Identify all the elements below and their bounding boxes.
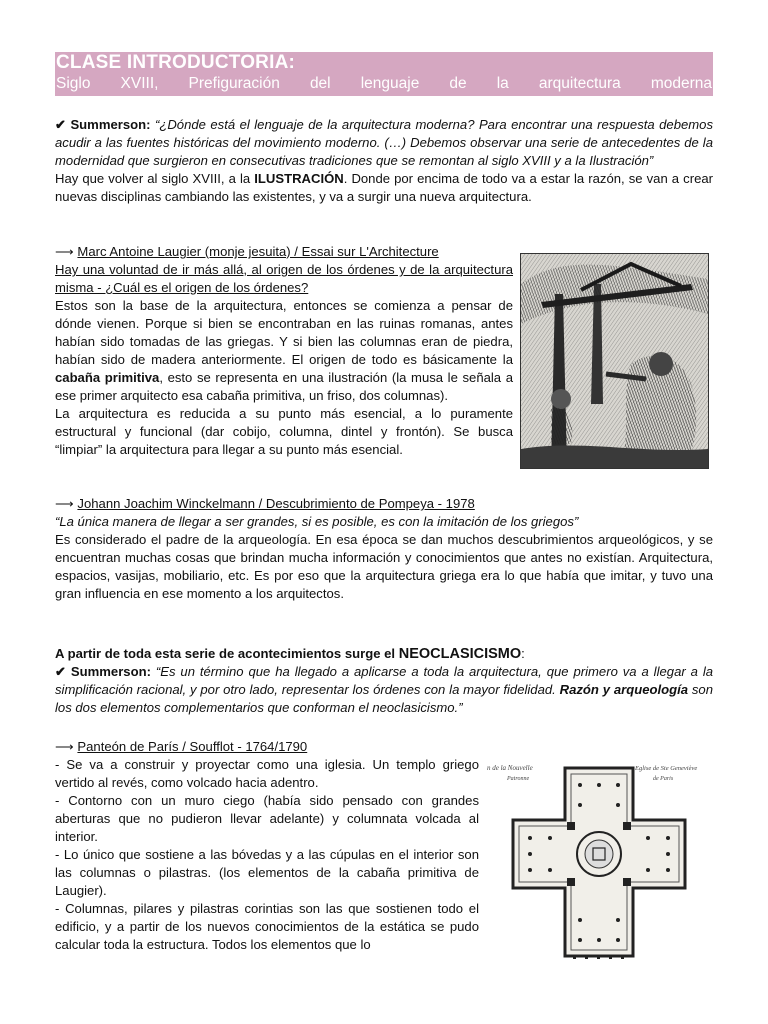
neoclasicismo-keyword: NEOCLASICISMO [398,646,522,662]
winckelmann-paragraph: Es considerado el padre de la arqueología. En esa época se dan muchos descubrimientos arqueológicos, y se encuentran muchas cosas que brindan mucha información y conocimientos que antes no existían. Arquitectura, espacios, vasijas, mobiliario, etc. Es por eso que la arquitectura griega era lo que había que imitar, y tuvo una gran influencia en ese momento a los arquitectos. [55,532,713,601]
illustration-paragraph [55,170,713,206]
text-span: . Donde por encima de todo va a estar la razón, se van a crear nuevas disciplinas cambiando las existentes, y va a surgir una nueva arquitectura. [55,171,713,204]
pantheon-section [55,738,479,954]
arrow-icon: ⟶ [55,244,74,259]
page [55,52,714,952]
subtitle-word: Siglo [56,75,91,92]
neoclasicismo-section [55,645,713,717]
laugier-paragraph-1 [55,297,513,405]
winckelmann-heading [55,495,713,513]
winckelmann-section [55,495,713,603]
summerson-section [55,116,713,206]
arrow-icon: ⟶ [55,739,74,754]
subtitle-word: arquitectura [538,75,621,92]
plan-caption-right-2: de Paris [653,776,674,782]
laugier-heading [55,243,513,261]
summerson-quote [55,116,713,170]
summerson-quote-2 [55,663,713,717]
pantheon-heading [55,738,479,756]
text-span: Hay que volver al siglo XVIII, a la [55,171,255,186]
subtitle-word: Prefiguración [188,75,280,92]
winckelmann-quote: “La única manera de llegar a ser grandes, si es posible, es con la imitación de los griegos” [55,514,579,529]
subtitle-word: moderna [650,75,712,92]
text-span: A partir de toda esta serie de acontecimientos surge el [55,646,399,661]
laugier-paragraph-2: La arquitectura es reducida a su punto más esencial, a lo puramente estructural y funcional (dar cobijo, columna, dintel y frontón). Se busca “limpiar” la arquitectura para llegar a su punto más esencial. [55,406,513,457]
illustration-keyword: ILUSTRACIÓN [254,171,344,186]
subtitle-word: de [449,75,467,92]
quote-text: “¿Dónde está el lenguaje de la arquitectura moderna? Para encontrar una respuesta debemos acudir a las fuentes históricas del movimiento moderno. (…) Debemos observar una serie de antecedentes de la modernidad que surgieron en consecutivas tradiciones que se remontan al siglo XVIII y a la Ilustración” [55,117,713,168]
pantheon-item: - Se va a construir y proyectar como una iglesia. Un templo griego vertido al revés, como volcado hacia adentro. [55,757,479,790]
check-icon: ✔ [55,117,66,132]
heading-text: Johann Joachim Winckelmann / Descubrimiento de Pompeya - 1978 [77,496,475,511]
pantheon-floor-plan [485,760,713,960]
subtitle-word: XVIII, [120,75,159,92]
laugier-section [55,243,513,459]
plan-caption-left-2: Patronne [507,776,530,782]
subtitle-word: lenguaje [360,75,420,92]
pantheon-item: - Contorno con un muro ciego (había sido pensado con grandes aberturas que no pudieron llevar adelante) y columnata volcada al interior. [55,793,479,844]
subtitle-word: la [496,75,509,92]
summerson-author: Summerson: [70,664,151,679]
heading-text: Marc Antoine Laugier (monje jesuita) / Essai sur L'Architecture [77,244,439,259]
pantheon-item: - Columnas, pilares y pilastras corintias son las que sostienen todo el edificio, y a partir de los nuevos conocimientos de la estática se pudo calcular toda la estructura. Todos los elementos que lo [55,901,479,952]
cabana-keyword: cabaña primitiva [55,370,160,385]
neoclasicismo-lead [55,645,713,663]
page-title: CLASE INTRODUCTORIA: [56,52,296,73]
pantheon-item: - Lo único que sostiene a las bóvedas y a las cúpulas en el interior son las columnas o pilastras. (los elementos de la cabaña primitiva de Laugier). [55,847,479,898]
text-span: Estos son la base de la arquitectura, entonces se comienza a pensar de dónde vienen. Porque si bien se encontraban en las ruinas romanas, antes habían sido tomadas de las griegas. Y si bien las columnas eran de piedra, habían sido de madera anteriormente. El origen de todo es básicamente la [55,298,513,367]
heading-text: Panteón de París / Soufflot - 1764/1790 [77,739,308,754]
page-subtitle [55,74,713,94]
summerson-author: Summerson: [70,117,151,132]
quote-text: son los dos elementos complementarios que conforman el neoclasicismo.” [55,682,713,715]
quote-text: “Es un término que ha llegado a aplicarse a toda la arquitectura, que primero va a llegar a la simplificación racional, y por otro lado, representar los órdenes con la mayor fidelidad. [55,664,714,697]
text-span: , esto se representa en una ilustración (la musa le señala a ese primer arquitecto esa cabaña primitiva, un friso, dos columnas). [55,370,513,403]
primitive-hut-engraving [520,253,709,469]
engraving-illustration [521,254,708,468]
title-banner [55,52,713,96]
plan-caption-right: Eglise de Ste Geneviève [635,765,698,772]
plan-caption-left: n de la Nouvelle [487,764,533,772]
text-span: : [521,646,525,661]
check-icon: ✔ [55,664,66,679]
arrow-icon: ⟶ [55,496,74,511]
quote-keyword: Razón y arqueología [559,682,689,697]
laugier-question: Hay una voluntad de ir más allá, al origen de los órdenes y de la arquitectura misma - ¿Cuál es el origen de los órdenes? [55,262,513,295]
floor-plan-drawing [485,760,713,960]
subtitle-word: del [309,75,331,92]
